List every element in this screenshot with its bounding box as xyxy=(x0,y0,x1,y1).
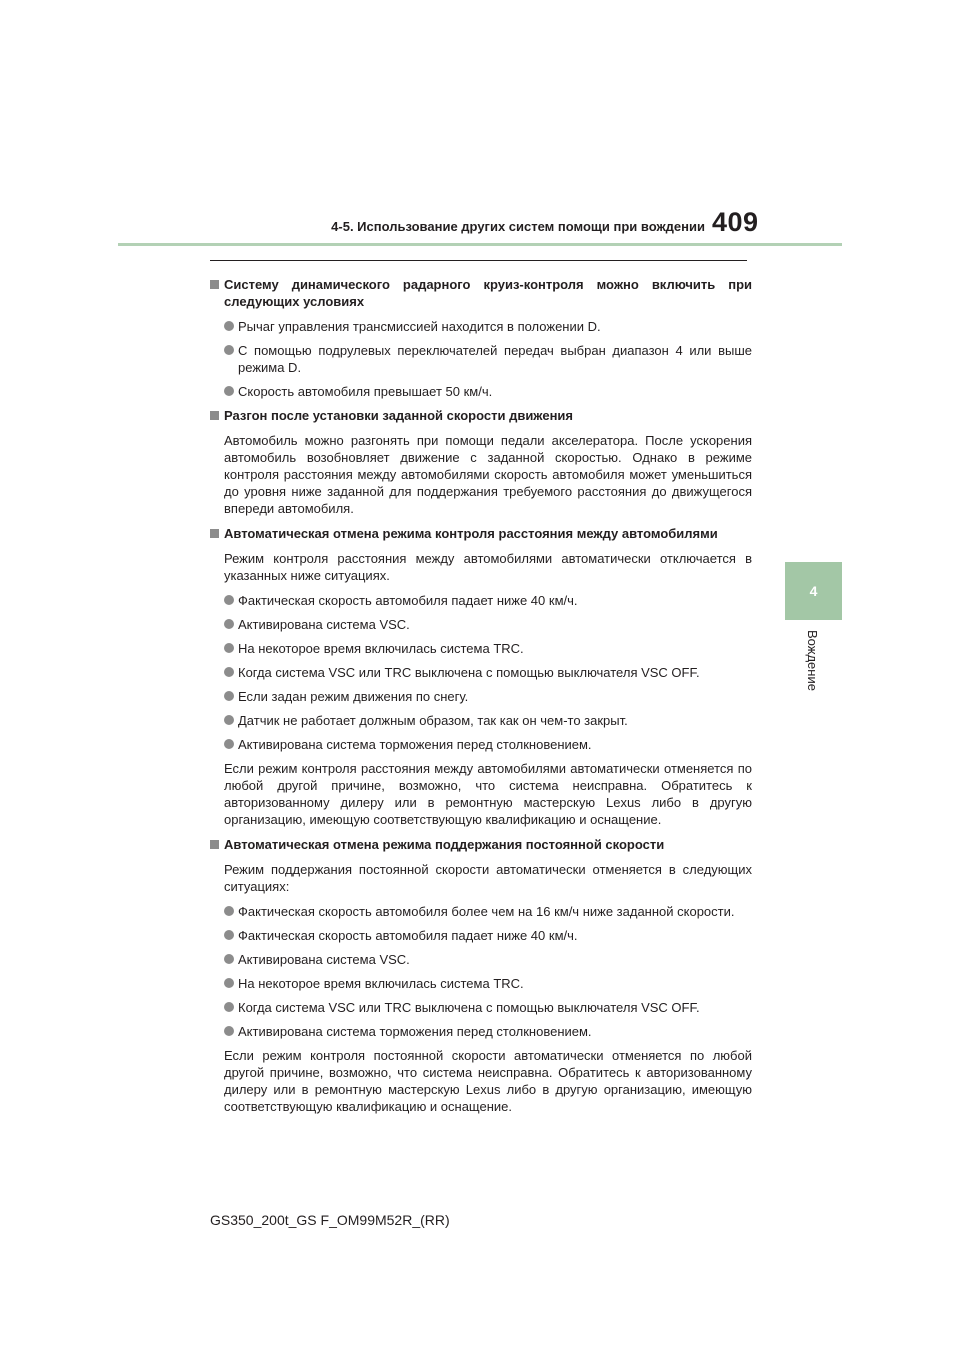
paragraph: Если режим контроля постоянной скорости автоматически отменяется по любой другой причине, возможно, что система неисправна. Обратитесь к авторизованному дилеру или в ремонтную мастерскую Lexus либо в другую организацию, имеющую соответствующую квалификацию и оснащение. xyxy=(224,1048,752,1114)
chapter-tab xyxy=(785,562,842,620)
page-number: 409 xyxy=(712,207,759,237)
chapter-label: Вождение xyxy=(805,630,820,691)
bullet-item: Активирована система торможения перед столкновением. xyxy=(210,736,752,753)
bullet-item: Фактическая скорость автомобиля падает ниже 40 км/ч. xyxy=(210,592,752,609)
bullet-item: С помощью подрулевых переключателей передач выбран диапазон 4 или выше режима D. xyxy=(210,342,752,376)
paragraph: Если режим контроля расстояния между автомобилями автоматически отменяется по любой другой причине, возможно, что система неисправна. Обратитесь к авторизованному дилеру или в ремонтную мастерскую Lexus либо в другую организацию, имеющую соответствующую квалификацию и оснащение. xyxy=(224,761,752,827)
paragraph: Режим поддержания постоянной скорости автоматически отменяется в следующих ситуациях: xyxy=(224,862,752,894)
chapter-number: 4 xyxy=(809,583,818,599)
paragraph: Режим контроля расстояния между автомобилями автоматически отключается в указанных ниже ситуациях. xyxy=(224,551,752,583)
bullet-item: На некоторое время включилась система TRC. xyxy=(210,640,752,657)
bullet-item: Скорость автомобиля превышает 50 км/ч. xyxy=(210,383,752,400)
bullet-item: Датчик не работает должным образом, так как он чем-то закрыт. xyxy=(210,712,752,729)
header-title: 4-5. Использование других систем помощи при вождении xyxy=(331,219,705,234)
bullet-item: Когда система VSC или TRC выключена с помощью выключателя VSC OFF. xyxy=(210,999,752,1016)
section-heading: Автоматическая отмена режима поддержания постоянной скорости xyxy=(210,836,752,853)
bullet-item: Фактическая скорость автомобиля более чем на 16 км/ч ниже заданной скорости. xyxy=(210,903,752,920)
section-heading: Разгон после установки заданной скорости движения xyxy=(210,407,752,424)
header-rule xyxy=(118,243,842,246)
bullet-item: Когда система VSC или TRC выключена с помощью выключателя VSC OFF. xyxy=(210,664,752,681)
bullet-item: На некоторое время включилась система TRC. xyxy=(210,975,752,992)
bullet-item: Фактическая скорость автомобиля падает ниже 40 км/ч. xyxy=(210,927,752,944)
section-heading: Автоматическая отмена режима контроля расстояния между автомобилями xyxy=(210,525,752,542)
bullet-item: Если задан режим движения по снегу. xyxy=(210,688,752,705)
bullet-item: Рычаг управления трансмиссией находится в положении D. xyxy=(210,318,752,335)
bullet-item: Активирована система торможения перед столкновением. xyxy=(210,1023,752,1040)
bullet-item: Активирована система VSC. xyxy=(210,616,752,633)
bullet-item: Активирована система VSC. xyxy=(210,951,752,968)
main-content xyxy=(210,270,752,1123)
content-rule xyxy=(210,260,747,261)
footer-doc-id: GS350_200t_GS F_OM99M52R_(RR) xyxy=(210,1212,450,1228)
paragraph: Автомобиль можно разгонять при помощи педали акселератора. После ускорения автомобиль возобновляет движение с заданной скоростью. Однако в режиме контроля расстояния между автомобилями скорость автомобиля может уменьшиться до уровня ниже заданной для поддержания требуемого расстояния до движущегося впереди автомобиля. xyxy=(224,433,752,516)
section-heading: Систему динамического радарного круиз-контроля можно включить при следующих условиях xyxy=(210,276,752,310)
